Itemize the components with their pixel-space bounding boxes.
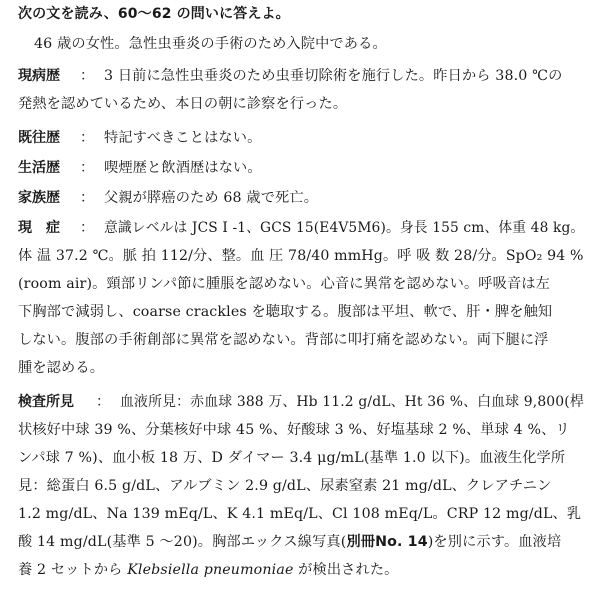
findings-line-1: 血液所見：赤血球 388 万、Hb 11.2 g/dL、Ht 36 %、白血球 9,800(桿 [120,394,584,410]
family-history-text: 父親が膵癌のため 68 歳で死亡。 [104,190,319,206]
present-illness-line-1: 3 日前に急性虫垂炎のため虫垂切除術を施行した。昨日から 38.0 ℃の [104,68,563,84]
findings-line-6 [18,532,561,552]
current-status-line-2: 体 温 37.2 ℃。脈 拍 112/分、整。血 圧 78/40 mmHg。呼 吸 数 28/分。SpO₂ 94 % [18,248,584,264]
family-history-label: 家族歴 [18,190,60,206]
findings-line-4: 見：総蛋白 6.5 g/dL、アルブミン 2.9 g/dL、尿素窒素 21 mg/dL、クレアチニン [18,478,552,494]
organism-name: Klebsiella pneumoniae [127,562,294,578]
life-history-text: 喫煙歴と飲酒歴はない。 [104,160,262,176]
findings-line-7 [18,560,399,580]
findings-label: 検査所見 [18,394,74,410]
present-illness-colon: ： [80,68,95,84]
findings-line-3: ンパ球 7 %)、血小板 18 万、D ダイマー 3.4 μg/mL(基準 1.0 以下)。血液生化学所 [18,450,566,466]
life-history-colon: ： [80,160,95,176]
findings-line-7-before: 養 2 セットから [18,562,128,578]
findings-line-5: 1.2 mg/dL、Na 139 mEq/L、K 4.1 mEq/L、Cl 108 mEq/L。CRP 12 mg/dL、乳 [18,506,582,522]
family-history-colon: ： [80,190,95,206]
current-status-line-4: 下胸部で減弱し、coarse crackles を聴取する。腹部は平坦、軟で、肝・脾を触知 [18,304,553,320]
past-history-colon: ： [80,130,95,146]
current-status-colon: ： [80,220,95,236]
past-history-text: 特記すべきことはない。 [104,130,262,146]
findings-line-2: 状核好中球 39 %、分葉核好中球 45 %、好酸球 3 %、好塩基球 2 %、単球 4 %、リ [18,422,570,438]
patient-intro: 46 歳の女性。急性虫垂炎の手術のため入院中である。 [34,36,387,52]
question-heading: 次の文を読み、60〜62 の問いに答えよ。 [18,6,290,22]
current-status-line-3: (room air)。頸部リンパ節に腫脹を認めない。心音に異常を認めない。呼吸音は左 [18,276,550,292]
appendix-reference: 別冊No. 14 [346,534,428,550]
findings-line-6-before: 酸 14 mg/dL(基準 5 〜20)。胸部エックス線写真( [18,534,347,550]
findings-colon: ： [96,394,111,410]
present-illness-line-2: 発熱を認めているため、本日の朝に診察を行った。 [18,96,348,112]
present-illness-label: 現病歴 [18,68,60,84]
findings-line-6-after: )を別に示す。血液培 [427,534,562,550]
current-status-line-1: 意識レベルは JCS I -1、GCS 15(E4V5M6)。身長 155 cm、体重 48 kg。 [104,220,585,236]
current-status-line-5: しない。腹部の手術創部に異常を認めない。背部に叩打痛を認めない。両下腿に浮 [18,332,549,348]
findings-line-7-after: が検出された。 [293,562,399,578]
life-history-label: 生活歴 [18,160,60,176]
current-status-line-6: 腫を認める。 [18,360,105,376]
past-history-label: 既往歴 [18,130,60,146]
current-status-label: 現 症 [18,220,60,236]
